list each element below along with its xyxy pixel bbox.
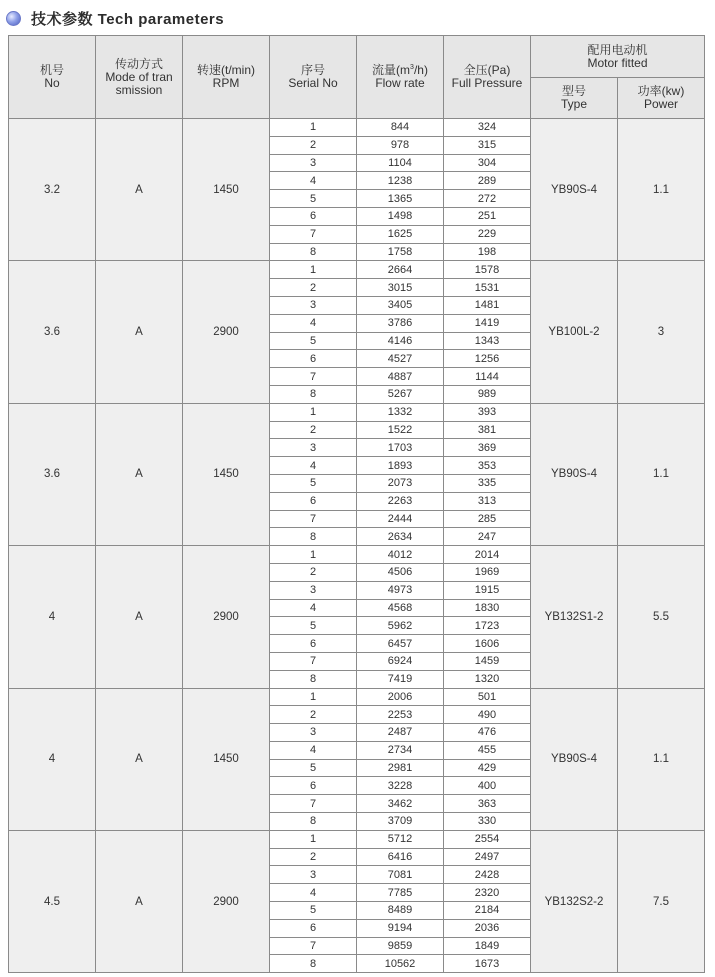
cell-full-pressure: 381 xyxy=(444,421,531,439)
header-mode-en2: smission xyxy=(115,82,163,97)
cell-flow-rate: 6416 xyxy=(357,848,444,866)
cell-flow-rate: 3405 xyxy=(357,296,444,314)
cell-flow-rate: 1104 xyxy=(357,154,444,172)
cell-serial-no: 8 xyxy=(270,243,357,261)
cell-flow-rate: 2444 xyxy=(357,510,444,528)
cell-full-pressure: 2014 xyxy=(444,546,531,564)
cell-serial-no: 1 xyxy=(270,119,357,137)
cell-flow-rate: 3709 xyxy=(357,813,444,831)
cell-serial-no: 2 xyxy=(270,136,357,154)
cell-flow-rate: 4568 xyxy=(357,599,444,617)
cell-transmission-mode: A xyxy=(96,119,183,261)
cell-full-pressure: 989 xyxy=(444,385,531,403)
header-flow-cn-post: /h) xyxy=(413,63,428,77)
cell-serial-no: 5 xyxy=(270,617,357,635)
cell-full-pressure: 2554 xyxy=(444,830,531,848)
cell-flow-rate: 2634 xyxy=(357,528,444,546)
header-no-en: No xyxy=(44,76,60,90)
section-title: 技术参数 Tech parameters xyxy=(31,10,225,28)
cell-full-pressure: 1830 xyxy=(444,599,531,617)
header-type xyxy=(531,78,618,119)
cell-full-pressure: 2320 xyxy=(444,884,531,902)
cell-motor-type: YB132S1-2 xyxy=(531,546,618,688)
cell-serial-no: 2 xyxy=(270,563,357,581)
cell-transmission-mode: A xyxy=(96,688,183,830)
cell-serial-no: 2 xyxy=(270,848,357,866)
cell-serial-no: 7 xyxy=(270,368,357,386)
header-speed-cn: 转速(t/min) xyxy=(197,63,255,77)
cell-full-pressure: 2184 xyxy=(444,902,531,920)
cell-flow-rate: 6457 xyxy=(357,635,444,653)
cell-full-pressure: 501 xyxy=(444,688,531,706)
cell-flow-rate: 3462 xyxy=(357,795,444,813)
cell-serial-no: 5 xyxy=(270,190,357,208)
cell-transmission-mode: A xyxy=(96,403,183,545)
cell-motor-type: YB90S-4 xyxy=(531,688,618,830)
section-title-bar xyxy=(6,5,224,31)
cell-full-pressure: 1673 xyxy=(444,955,531,973)
cell-flow-rate: 4506 xyxy=(357,563,444,581)
bullet-icon xyxy=(6,11,21,26)
cell-full-pressure: 251 xyxy=(444,207,531,225)
cell-serial-no: 6 xyxy=(270,635,357,653)
cell-flow-rate: 5962 xyxy=(357,617,444,635)
cell-serial-no: 6 xyxy=(270,919,357,937)
cell-machine-no: 3.2 xyxy=(9,119,96,261)
cell-serial-no: 1 xyxy=(270,403,357,421)
cell-full-pressure: 1849 xyxy=(444,937,531,955)
cell-motor-type: YB100L-2 xyxy=(531,261,618,403)
table-header xyxy=(9,36,705,119)
cell-full-pressure: 285 xyxy=(444,510,531,528)
cell-serial-no: 3 xyxy=(270,724,357,742)
cell-full-pressure: 330 xyxy=(444,813,531,831)
cell-flow-rate: 3228 xyxy=(357,777,444,795)
cell-full-pressure: 490 xyxy=(444,706,531,724)
cell-full-pressure: 400 xyxy=(444,777,531,795)
cell-flow-rate: 7419 xyxy=(357,670,444,688)
cell-serial-no: 3 xyxy=(270,866,357,884)
cell-serial-no: 4 xyxy=(270,457,357,475)
cell-serial-no: 1 xyxy=(270,688,357,706)
header-pressure-en: Full Pressure xyxy=(451,76,523,90)
cell-serial-no: 4 xyxy=(270,884,357,902)
cell-transmission-mode: A xyxy=(96,261,183,403)
cell-full-pressure: 2497 xyxy=(444,848,531,866)
header-no xyxy=(9,36,96,119)
cell-flow-rate: 1758 xyxy=(357,243,444,261)
cell-full-pressure: 272 xyxy=(444,190,531,208)
header-flow-en: Flow rate xyxy=(375,76,425,90)
cell-flow-rate: 1332 xyxy=(357,403,444,421)
header-speed-en: RPM xyxy=(212,76,240,90)
header-flow xyxy=(357,36,444,119)
cell-full-pressure: 1969 xyxy=(444,563,531,581)
cell-rpm: 2900 xyxy=(183,546,270,688)
cell-serial-no: 6 xyxy=(270,492,357,510)
cell-full-pressure: 353 xyxy=(444,457,531,475)
header-pressure xyxy=(444,36,531,119)
cell-serial-no: 4 xyxy=(270,599,357,617)
cell-flow-rate: 1893 xyxy=(357,457,444,475)
cell-motor-power: 7.5 xyxy=(618,830,705,972)
cell-flow-rate: 4146 xyxy=(357,332,444,350)
header-type-en: Type xyxy=(560,97,587,111)
cell-flow-rate: 5267 xyxy=(357,385,444,403)
cell-serial-no: 3 xyxy=(270,154,357,172)
header-mode-en1: Mode of tran xyxy=(105,69,173,84)
cell-full-pressure: 393 xyxy=(444,403,531,421)
cell-flow-rate: 1703 xyxy=(357,439,444,457)
cell-serial-no: 8 xyxy=(270,955,357,973)
table-row xyxy=(9,261,705,279)
cell-serial-no: 4 xyxy=(270,172,357,190)
cell-rpm: 1450 xyxy=(183,403,270,545)
cell-serial-no: 4 xyxy=(270,314,357,332)
header-flow-cn-pre: 流量(m xyxy=(372,63,411,77)
header-pressure-cn: 全压(Pa) xyxy=(463,63,511,77)
cell-full-pressure: 1144 xyxy=(444,368,531,386)
cell-full-pressure: 1459 xyxy=(444,652,531,670)
cell-full-pressure: 1419 xyxy=(444,314,531,332)
cell-serial-no: 8 xyxy=(270,385,357,403)
cell-motor-power: 1.1 xyxy=(618,119,705,261)
cell-motor-type: YB90S-4 xyxy=(531,403,618,545)
cell-serial-no: 1 xyxy=(270,830,357,848)
cell-flow-rate: 2981 xyxy=(357,759,444,777)
cell-serial-no: 2 xyxy=(270,706,357,724)
cell-full-pressure: 1531 xyxy=(444,279,531,297)
cell-full-pressure: 247 xyxy=(444,528,531,546)
cell-flow-rate: 2073 xyxy=(357,474,444,492)
cell-flow-rate: 1365 xyxy=(357,190,444,208)
header-mode xyxy=(96,36,183,119)
cell-serial-no: 8 xyxy=(270,670,357,688)
cell-serial-no: 7 xyxy=(270,652,357,670)
cell-serial-no: 2 xyxy=(270,421,357,439)
cell-serial-no: 3 xyxy=(270,296,357,314)
header-no-cn: 机号 xyxy=(39,63,64,77)
table-row xyxy=(9,119,705,137)
cell-motor-power: 1.1 xyxy=(618,688,705,830)
cell-motor-type: YB132S2-2 xyxy=(531,830,618,972)
cell-flow-rate: 1498 xyxy=(357,207,444,225)
header-motor-en: Motor fitted xyxy=(587,55,648,70)
cell-machine-no: 3.6 xyxy=(9,403,96,545)
cell-full-pressure: 476 xyxy=(444,724,531,742)
cell-motor-power: 1.1 xyxy=(618,403,705,545)
cell-serial-no: 8 xyxy=(270,528,357,546)
cell-full-pressure: 1481 xyxy=(444,296,531,314)
cell-full-pressure: 335 xyxy=(444,474,531,492)
cell-motor-power: 5.5 xyxy=(618,546,705,688)
cell-flow-rate: 1522 xyxy=(357,421,444,439)
header-motor-cn: 配用电动机 xyxy=(587,42,648,57)
cell-rpm: 1450 xyxy=(183,119,270,261)
tech-parameters-table xyxy=(8,35,705,973)
table-row xyxy=(9,688,705,706)
table-row xyxy=(9,403,705,421)
cell-flow-rate: 2664 xyxy=(357,261,444,279)
cell-serial-no: 3 xyxy=(270,581,357,599)
cell-flow-rate: 5712 xyxy=(357,830,444,848)
header-speed xyxy=(183,36,270,119)
cell-full-pressure: 363 xyxy=(444,795,531,813)
table-body xyxy=(9,119,705,973)
cell-flow-rate: 4012 xyxy=(357,546,444,564)
cell-serial-no: 7 xyxy=(270,225,357,243)
header-type-cn: 型号 xyxy=(561,84,586,98)
header-power-cn: 功率(kw) xyxy=(637,84,685,98)
cell-full-pressure: 315 xyxy=(444,136,531,154)
cell-machine-no: 4.5 xyxy=(9,830,96,972)
header-power xyxy=(618,78,705,119)
cell-full-pressure: 1723 xyxy=(444,617,531,635)
cell-serial-no: 7 xyxy=(270,937,357,955)
cell-full-pressure: 304 xyxy=(444,154,531,172)
cell-serial-no: 7 xyxy=(270,510,357,528)
table-row xyxy=(9,830,705,848)
cell-full-pressure: 1343 xyxy=(444,332,531,350)
cell-full-pressure: 1256 xyxy=(444,350,531,368)
cell-flow-rate: 3015 xyxy=(357,279,444,297)
header-serial-cn: 序号 xyxy=(300,63,325,77)
cell-full-pressure: 1915 xyxy=(444,581,531,599)
cell-serial-no: 5 xyxy=(270,474,357,492)
cell-flow-rate: 6924 xyxy=(357,652,444,670)
cell-flow-rate: 844 xyxy=(357,119,444,137)
cell-rpm: 2900 xyxy=(183,261,270,403)
cell-serial-no: 2 xyxy=(270,279,357,297)
cell-full-pressure: 1606 xyxy=(444,635,531,653)
cell-flow-rate: 7785 xyxy=(357,884,444,902)
cell-full-pressure: 313 xyxy=(444,492,531,510)
cell-full-pressure: 455 xyxy=(444,741,531,759)
cell-flow-rate: 8489 xyxy=(357,902,444,920)
cell-serial-no: 5 xyxy=(270,332,357,350)
cell-machine-no: 4 xyxy=(9,688,96,830)
header-power-en: Power xyxy=(643,97,678,111)
cell-serial-no: 5 xyxy=(270,902,357,920)
cell-full-pressure: 1578 xyxy=(444,261,531,279)
cell-flow-rate: 4887 xyxy=(357,368,444,386)
cell-motor-type: YB90S-4 xyxy=(531,119,618,261)
header-serial-en: Serial No xyxy=(288,76,338,90)
cell-full-pressure: 429 xyxy=(444,759,531,777)
cell-serial-no: 6 xyxy=(270,777,357,795)
cell-serial-no: 1 xyxy=(270,261,357,279)
cell-flow-rate: 2487 xyxy=(357,724,444,742)
cell-serial-no: 6 xyxy=(270,207,357,225)
cell-flow-rate: 3786 xyxy=(357,314,444,332)
cell-flow-rate: 4527 xyxy=(357,350,444,368)
header-motor xyxy=(531,36,705,78)
cell-flow-rate: 9859 xyxy=(357,937,444,955)
cell-full-pressure: 1320 xyxy=(444,670,531,688)
cell-serial-no: 8 xyxy=(270,813,357,831)
cell-flow-rate: 2253 xyxy=(357,706,444,724)
cell-flow-rate: 1238 xyxy=(357,172,444,190)
cell-serial-no: 7 xyxy=(270,795,357,813)
cell-flow-rate: 978 xyxy=(357,136,444,154)
cell-flow-rate: 7081 xyxy=(357,866,444,884)
cell-full-pressure: 229 xyxy=(444,225,531,243)
cell-flow-rate: 10562 xyxy=(357,955,444,973)
cell-flow-rate: 1625 xyxy=(357,225,444,243)
cell-full-pressure: 2036 xyxy=(444,919,531,937)
cell-transmission-mode: A xyxy=(96,830,183,972)
cell-motor-power: 3 xyxy=(618,261,705,403)
cell-full-pressure: 324 xyxy=(444,119,531,137)
cell-full-pressure: 2428 xyxy=(444,866,531,884)
cell-machine-no: 3.6 xyxy=(9,261,96,403)
cell-flow-rate: 2263 xyxy=(357,492,444,510)
cell-full-pressure: 289 xyxy=(444,172,531,190)
cell-rpm: 1450 xyxy=(183,688,270,830)
cell-flow-rate: 2006 xyxy=(357,688,444,706)
header-mode-cn: 传动方式 xyxy=(114,56,163,71)
cell-full-pressure: 369 xyxy=(444,439,531,457)
cell-serial-no: 5 xyxy=(270,759,357,777)
table-row xyxy=(9,546,705,564)
cell-serial-no: 4 xyxy=(270,741,357,759)
cell-serial-no: 3 xyxy=(270,439,357,457)
cell-rpm: 2900 xyxy=(183,830,270,972)
cell-serial-no: 1 xyxy=(270,546,357,564)
cell-flow-rate: 2734 xyxy=(357,741,444,759)
cell-machine-no: 4 xyxy=(9,546,96,688)
header-serial xyxy=(270,36,357,119)
cell-full-pressure: 198 xyxy=(444,243,531,261)
cell-serial-no: 6 xyxy=(270,350,357,368)
cell-flow-rate: 9194 xyxy=(357,919,444,937)
cell-flow-rate: 4973 xyxy=(357,581,444,599)
header-flow-sup: 3 xyxy=(410,64,414,71)
cell-transmission-mode: A xyxy=(96,546,183,688)
